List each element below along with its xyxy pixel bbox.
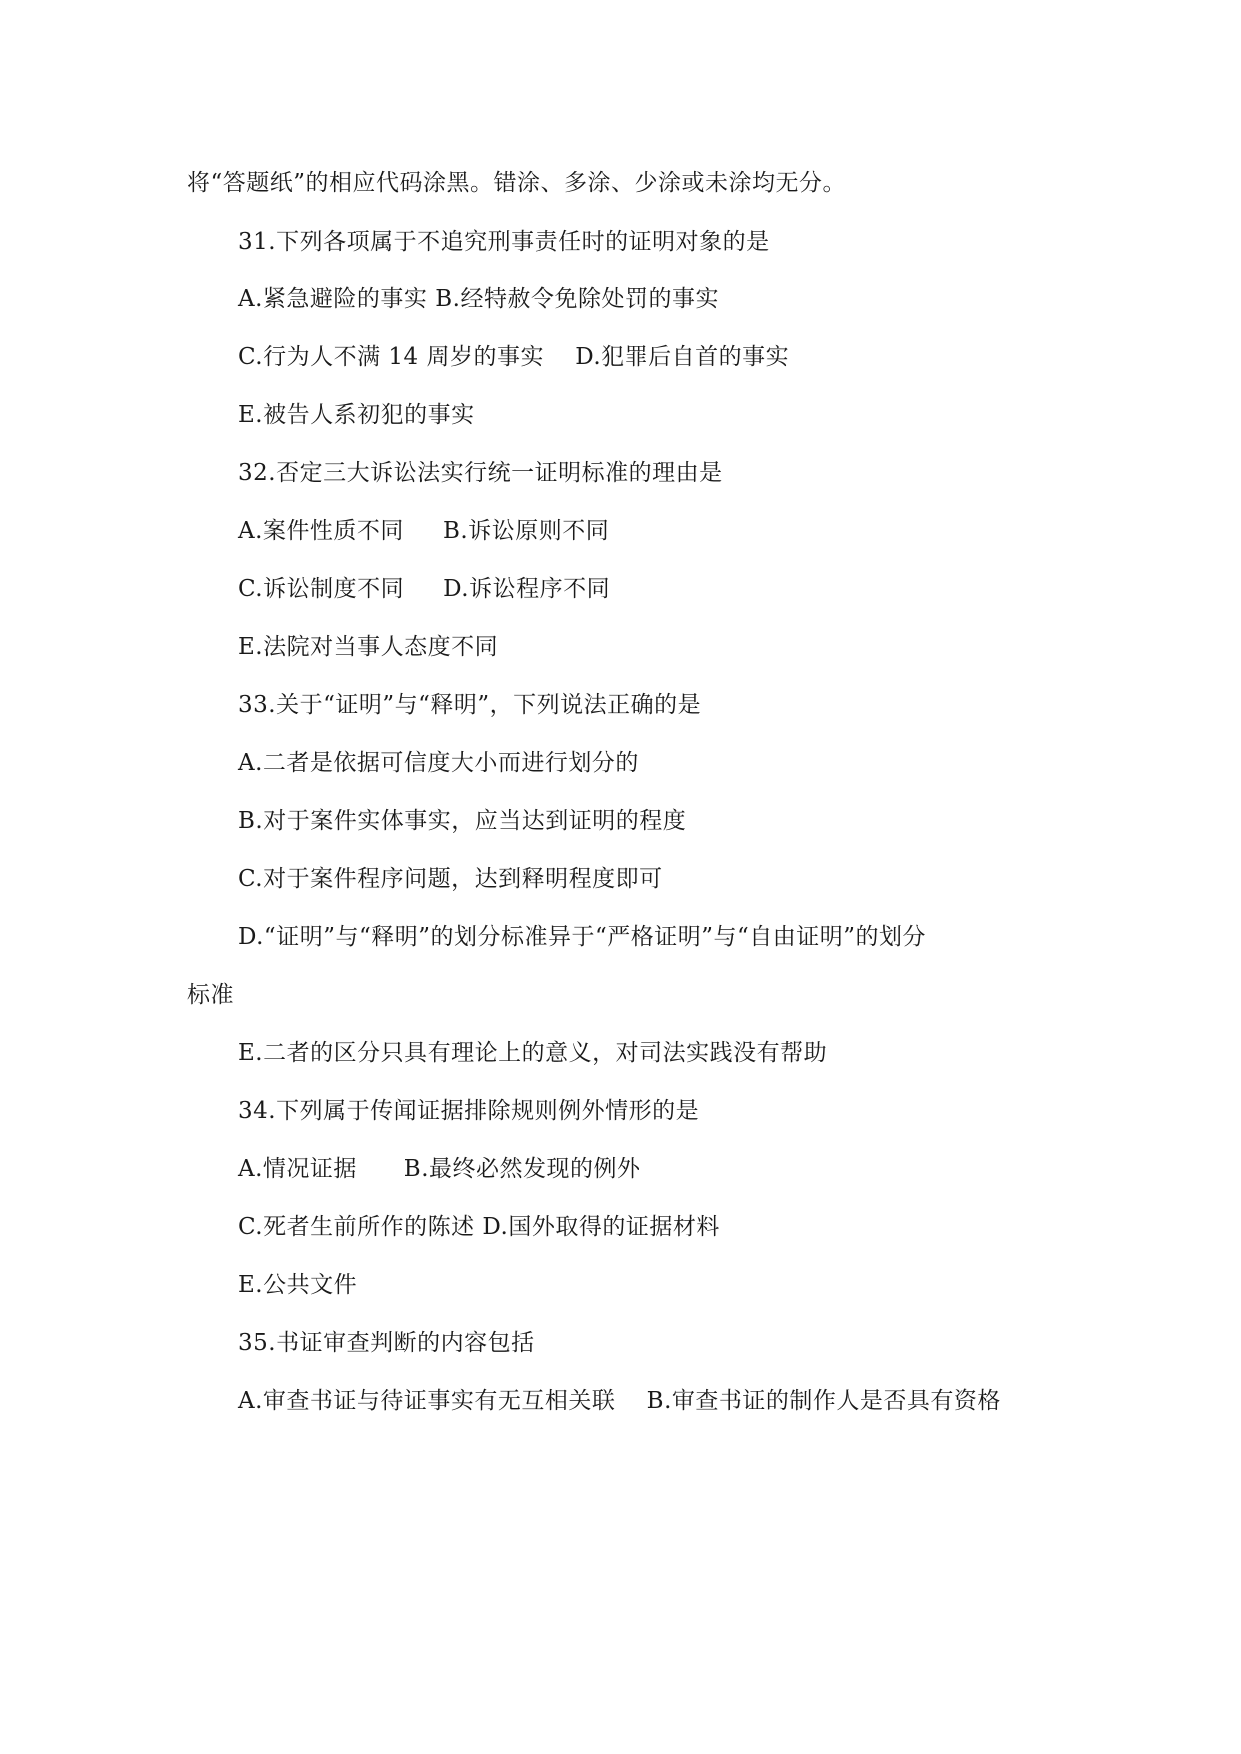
question-32: 32.否定三大诉讼法实行统一证明标准的理由是 — [238, 460, 723, 486]
question-31-options-cd: C.行为人不满 14 周岁的事实 D.犯罪后自首的事实 — [238, 344, 790, 370]
question-34-options-cd: C.死者生前所作的陈述 D.国外取得的证据材料 — [238, 1214, 720, 1240]
question-33-option-d: D.“证明”与“释明”的划分标准异于“严格证明”与“自由证明”的划分 — [238, 924, 926, 950]
question-32-options-cd: C.诉讼制度不同 D.诉讼程序不同 — [238, 576, 611, 602]
question-32-options-ab: A.案件性质不同 B.诉讼原则不同 — [238, 518, 610, 544]
question-31-option-e: E.被告人系初犯的事实 — [238, 402, 475, 428]
instruction-text: 将“答题纸”的相应代码涂黑。错涂、多涂、少涂或未涂均无分。 — [187, 170, 847, 196]
question-33-option-c: C.对于案件程序问题，达到释明程度即可 — [238, 866, 663, 892]
question-34: 34.下列属于传闻证据排除规则例外情形的是 — [238, 1098, 700, 1124]
question-31: 31.下列各项属于不追究刑事责任时的证明对象的是 — [238, 229, 770, 255]
question-34-options-ab: A.情况证据 B.最终必然发现的例外 — [238, 1156, 641, 1182]
question-32-option-e: E.法院对当事人态度不同 — [238, 634, 499, 660]
question-33: 33.关于“证明”与“释明”，下列说法正确的是 — [238, 692, 702, 718]
question-35: 35.书证审查判断的内容包括 — [238, 1330, 535, 1356]
question-33-option-b: B.对于案件实体事实，应当达到证明的程度 — [238, 808, 687, 834]
question-31-options-ab: A.紧急避险的事实 B.经特赦令免除处罚的事实 — [238, 286, 719, 312]
question-33-option-e: E.二者的区分只具有理论上的意义，对司法实践没有帮助 — [238, 1040, 828, 1066]
question-33-option-d-cont: 标准 — [187, 982, 234, 1008]
question-34-option-e: E.公共文件 — [238, 1272, 358, 1298]
question-35-options-ab: A.审查书证与待证事实有无互相关联 B.审查书证的制作人是否具有资格 — [238, 1388, 1001, 1414]
question-33-option-a: A.二者是依据可信度大小而进行划分的 — [238, 750, 639, 776]
